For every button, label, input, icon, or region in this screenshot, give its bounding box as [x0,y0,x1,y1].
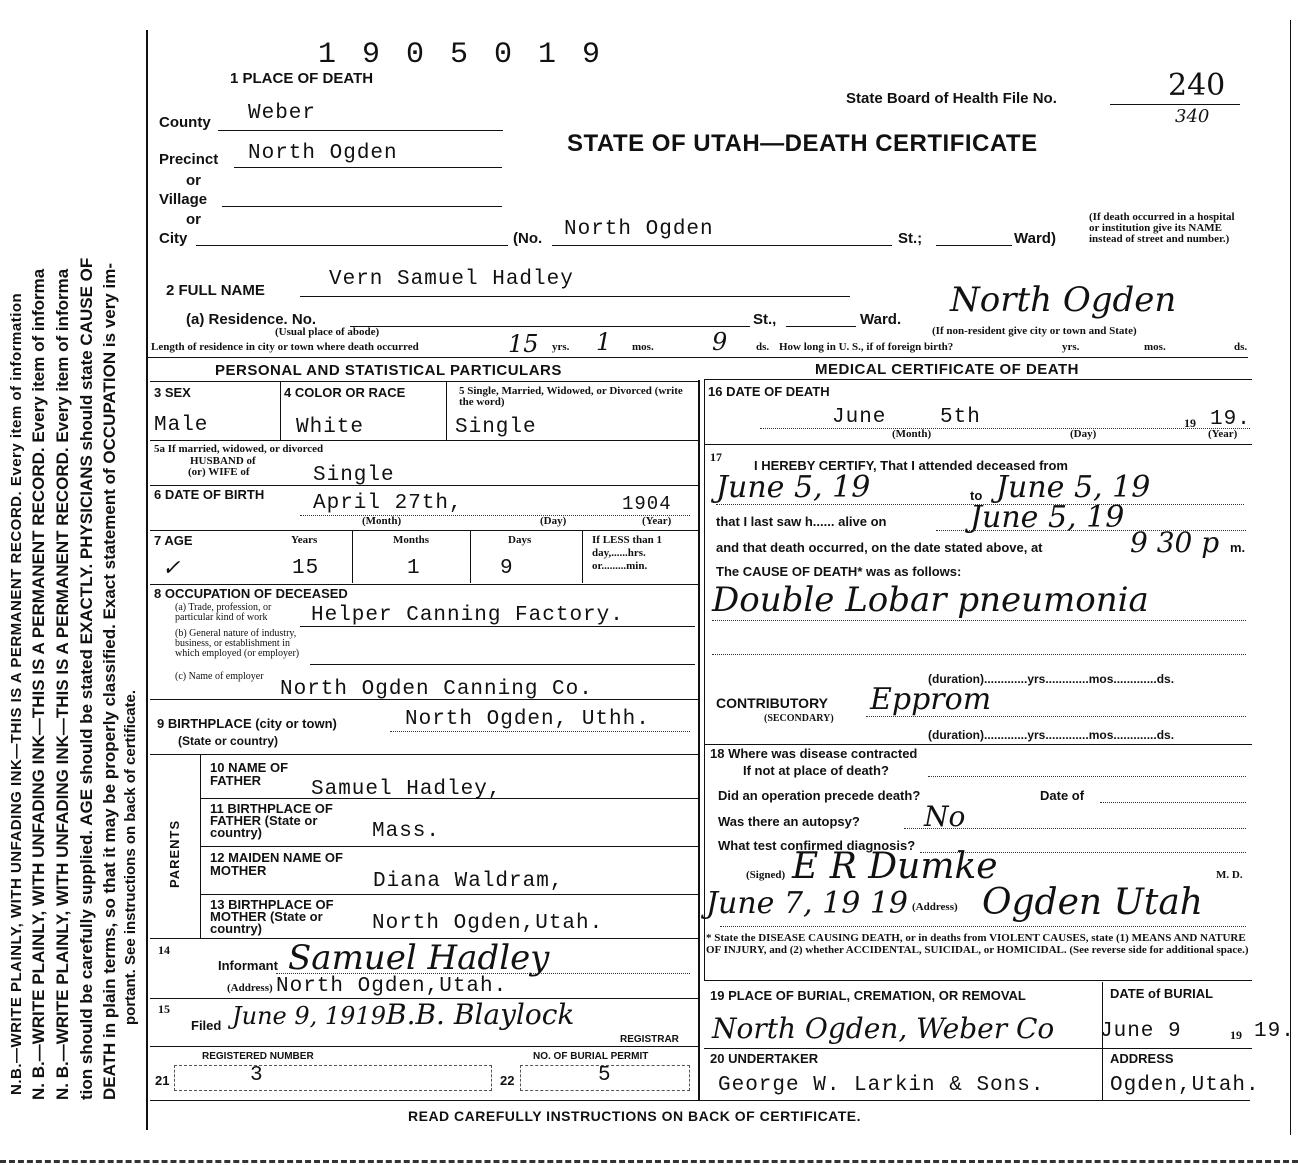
marital-value: Single [455,416,537,439]
certify-text: I HEREBY CERTIFY, That I attended deceased from [754,458,1068,473]
file-number-secondary: 340 [1175,106,1210,127]
father-birthplace-value: Mass. [372,820,441,843]
spouse-label-1: 5a If married, widowed, or divorced [154,443,324,455]
residence-yrs-label: yrs. [552,341,570,353]
duration-label-1: (duration).............yrs.............mos.............ds. [928,672,1175,686]
parents-label: PARENTS [167,819,182,888]
undertaker-value: George W. Larkin & Sons. [718,1074,1045,1097]
us-yrs-label: yrs. [1062,341,1080,353]
dob-year-label: (Year) [642,515,672,527]
registrar-signature: B.B. Blaylock [386,998,575,1031]
dob-month-label: (Month) [362,515,402,527]
burial-place: North Ogden, Weber Co [712,1012,1055,1045]
operation-date-label: Date of [1040,788,1085,803]
residence-st-label: St., [753,311,777,328]
st-label: St.; [898,230,923,247]
mother-birthplace-label: 13 BIRTHPLACE OF MOTHER (State or country) [210,897,334,936]
margin-line-1: N.B.—WRITE PLAINLY, WITH UNFADING INK—THIS IS A PERMANENT RECORD. Every item of information [8,292,25,1095]
filed-number: 15 [158,1002,170,1016]
spouse-label-3: (or) WIFE of [188,466,250,478]
burial-permit-number: 5 [598,1064,612,1087]
informant-address: North Ogden,Utah. [276,975,508,998]
burial-place-label: 19 PLACE OF BURIAL, CREMATION, OR REMOVAL [710,988,1026,1003]
or-label-2: or [186,211,201,228]
full-name-label: 2 FULL NAME [166,282,265,299]
date-of-death-year: 19. [1210,408,1251,431]
to-label: to [970,488,983,503]
item-17-number: 17 [710,450,722,464]
death-time: 9 30 p [1130,526,1220,559]
dob-year: 1904 [622,493,672,515]
if-not-label: If not at place of death? [743,763,889,778]
village-label: Village [159,191,208,208]
date-of-death-day: 5th [940,406,981,429]
spouse-value: Single [313,464,395,487]
age-months: 1 [407,557,421,580]
margin-line-5: DEATH in plain terms, so that it may be properly classified. Exact statement of OCCUPATION is very im- [100,263,119,1100]
place-of-death-label: 1 PLACE OF DEATH [230,70,374,87]
father-value: Samuel Hadley, [311,778,502,801]
physician-signature: E R Dumke [792,846,998,887]
last-saw-label: that I last saw h...... alive on [716,514,887,529]
age-label: 7 AGE [154,533,193,548]
where-contracted-label: 18 Where was disease contracted [710,746,918,761]
medical-header: MEDICAL CERTIFICATE OF DEATH [815,361,1079,378]
footer-instructions: READ CAREFULLY INSTRUCTIONS ON BACK OF CERTIFICATE. [408,1108,862,1124]
occupation-a-label: (a) Trade, profession, or particular kind of work [175,602,272,623]
signed-label: (Signed) [746,869,786,881]
ward-label: Ward) [1014,230,1056,247]
informant-number: 14 [158,943,170,957]
last-saw-date: June 5, 19 [970,500,1125,535]
hospital-note: (If death occurred in a hospital or institution give its NAME instead of street and number.) [1089,211,1235,245]
undertaker-address: Ogden,Utah. [1110,1074,1260,1097]
residence-label: (a) Residence. No. [186,311,317,328]
margin-line-6: portant. See instructions on back of certificate. [122,689,139,1025]
registrar-label: REGISTRAR [620,1034,679,1045]
registered-number-box [174,1065,492,1091]
md-label: M. D. [1216,869,1243,881]
mother-value: Diana Waldram, [373,870,564,893]
registered-number: 3 [250,1064,264,1087]
residence-days: 9 [712,328,728,356]
us-ds-label: ds. [1234,341,1248,353]
margin-line-4: tion should be carefully supplied. AGE should be stated EXACTLY. PHYSICIANS should state CAUSE OF [77,257,96,1100]
residence-handwritten: North Ogden [950,280,1177,320]
employer-label: (c) Name of employer [175,671,264,682]
undertaker-address-label: ADDRESS [1110,1051,1174,1066]
death-occurred-label: and that death occurred, on the date stated above, at [716,540,1043,555]
dob-value: April 27th, [313,492,463,515]
age-less-label: If LESS than 1 day,......hrs. or.........min. [592,534,663,572]
dob-label: 6 DATE OF BIRTH [154,487,265,502]
file-number: 240 [1168,68,1226,103]
or-label-1: or [186,172,201,189]
birthplace-label: 9 BIRTHPLACE (city or town) [157,716,337,731]
autopsy-label: Was there an autopsy? [718,814,860,829]
contributory-label: CONTRIBUTORY [716,695,828,711]
informant-label: Informant [218,958,278,973]
street-value: North Ogden [564,218,714,241]
attended-to: June 5, 19 [996,470,1151,505]
physician-address: Ogden Utah [982,882,1203,923]
date-of-death-year-prefix: 19 [1184,416,1196,430]
certificate-title: STATE OF UTAH—DEATH CERTIFICATE [567,130,1038,157]
precinct-label: Precinct [159,151,219,168]
age-days-label: Days [508,534,532,546]
age-years: 15 [292,557,320,580]
birthplace-value: North Ogden, Uthh. [405,708,650,731]
residence-ds-label: ds. [756,341,770,353]
informant-address-label: (Address) [227,982,273,994]
residence-mos-label: mos. [632,341,654,353]
mother-label: 12 MAIDEN NAME OF MOTHER [210,850,343,878]
age-check-mark: ✓ [162,556,181,581]
county-value: Weber [248,102,317,125]
burial-date-label: DATE of BURIAL [1110,986,1214,1001]
registered-number-label: REGISTERED NUMBER [202,1051,314,1062]
attended-from: June 5, 19 [716,470,871,505]
informant-signature: Samuel Hadley [288,938,550,978]
signature-date: June 7, 19 19 [706,886,909,921]
sex-label: 3 SEX [154,385,191,400]
precinct-value: North Ogden [248,142,398,165]
residence-years: 15 [508,330,539,358]
color-label: 4 COLOR OR RACE [284,385,406,400]
non-resident-note: (If non-resident give city or town and State) [932,325,1137,337]
test-label: What test confirmed diagnosis? [718,838,916,853]
secondary-label: (SECONDARY) [764,713,834,724]
employer-value: North Ogden Canning Co. [280,678,593,701]
age-years-label: Years [291,534,318,546]
residence-ward-label: Ward. [860,311,902,328]
street-no-label: (No. [513,230,543,247]
mother-birthplace-value: North Ogden,Utah. [372,912,604,935]
cause-of-death: Double Lobar pneumonia [712,580,1149,620]
burial-permit-prefix: 22 [500,1073,515,1088]
filed-date: June 9, 1919 [232,1002,386,1030]
burial-year-prefix: 19 [1230,1028,1242,1042]
occupation-b-label: (b) General nature of industry, business, or establishment in which employed (or employer) [175,628,300,659]
us-residence-label: How long in U. S., if of foreign birth? [779,341,954,353]
full-name-value: Vern Samuel Hadley [329,268,574,291]
residence-months: 1 [596,328,612,356]
color-value: White [296,416,365,439]
father-label: 10 NAME OF FATHER [210,760,289,788]
spouse-label-2: HUSBAND of [190,455,256,467]
burial-permit-label: NO. OF BURIAL PERMIT [533,1051,649,1062]
undertaker-label: 20 UNDERTAKER [710,1051,819,1066]
county-label: County [159,114,211,131]
file-number-label: State Board of Health File No. [846,90,1057,107]
birthplace-state-label: (State or country) [178,734,279,748]
certificate-number: 1 9 0 5 0 1 9 [318,38,605,72]
father-birthplace-label: 11 BIRTHPLACE OF FATHER (State or country) [210,801,333,840]
footnote: * State the DISEASE CAUSING DEATH, or in deaths from VIOLENT CAUSES, state (1) MEANS AND NATURE OF INJURY, and (2) whether ACCIDENTAL, SUICIDAL, or HOMICIDAL. (See reverse side for additional space.) [706,932,1249,956]
burial-date: June 9 [1100,1020,1182,1043]
burial-year: 19. [1254,1020,1295,1043]
registered-number-prefix: 21 [155,1073,170,1088]
marital-label: 5 Single, Married, Widowed, or Divorced (write the word) [459,385,683,408]
filed-label: Filed [191,1018,222,1033]
usual-abode-note: (Usual place of abode) [275,326,380,338]
age-months-label: Months [393,534,430,546]
age-days: 9 [500,557,514,580]
margin-line-2: N. B.—WRITE PLAINLY, WITH UNFADING INK—THIS IS A PERMANENT RECORD. Every item of informa [29,268,48,1100]
sex-value: Male [154,414,209,437]
city-label: City [159,230,188,247]
dob-day-label: (Day) [540,515,567,527]
date-of-death-label: 16 DATE OF DEATH [708,384,830,399]
margin-line-3: N. B.—WRITE PLAINLY, WITH UNFADING INK—THIS IS A PERMANENT RECORD. Every item of informa [53,268,72,1100]
us-mos-label: mos. [1144,341,1166,353]
operation-label: Did an operation precede death? [718,788,921,803]
dod-year-label: (Year) [1208,428,1238,440]
physician-address-label: (Address) [912,901,958,913]
personal-header: PERSONAL AND STATISTICAL PARTICULARS [215,362,562,379]
date-of-death-month: June [832,406,887,429]
autopsy-value: No [924,800,966,833]
contributory-value: Epprom [870,682,992,717]
dod-day-label: (Day) [1070,428,1097,440]
duration-label-2: (duration).............yrs.............mos.............ds. [928,728,1175,742]
time-m-label: m. [1230,540,1246,555]
occupation-label: 8 OCCUPATION OF DECEASED [154,586,348,601]
length-residence-label: Length of residence in city or town where death occurred [151,341,419,353]
occupation-value: Helper Canning Factory. [311,604,624,627]
dod-month-label: (Month) [892,428,932,440]
cause-label: The CAUSE OF DEATH* was as follows: [716,564,962,579]
